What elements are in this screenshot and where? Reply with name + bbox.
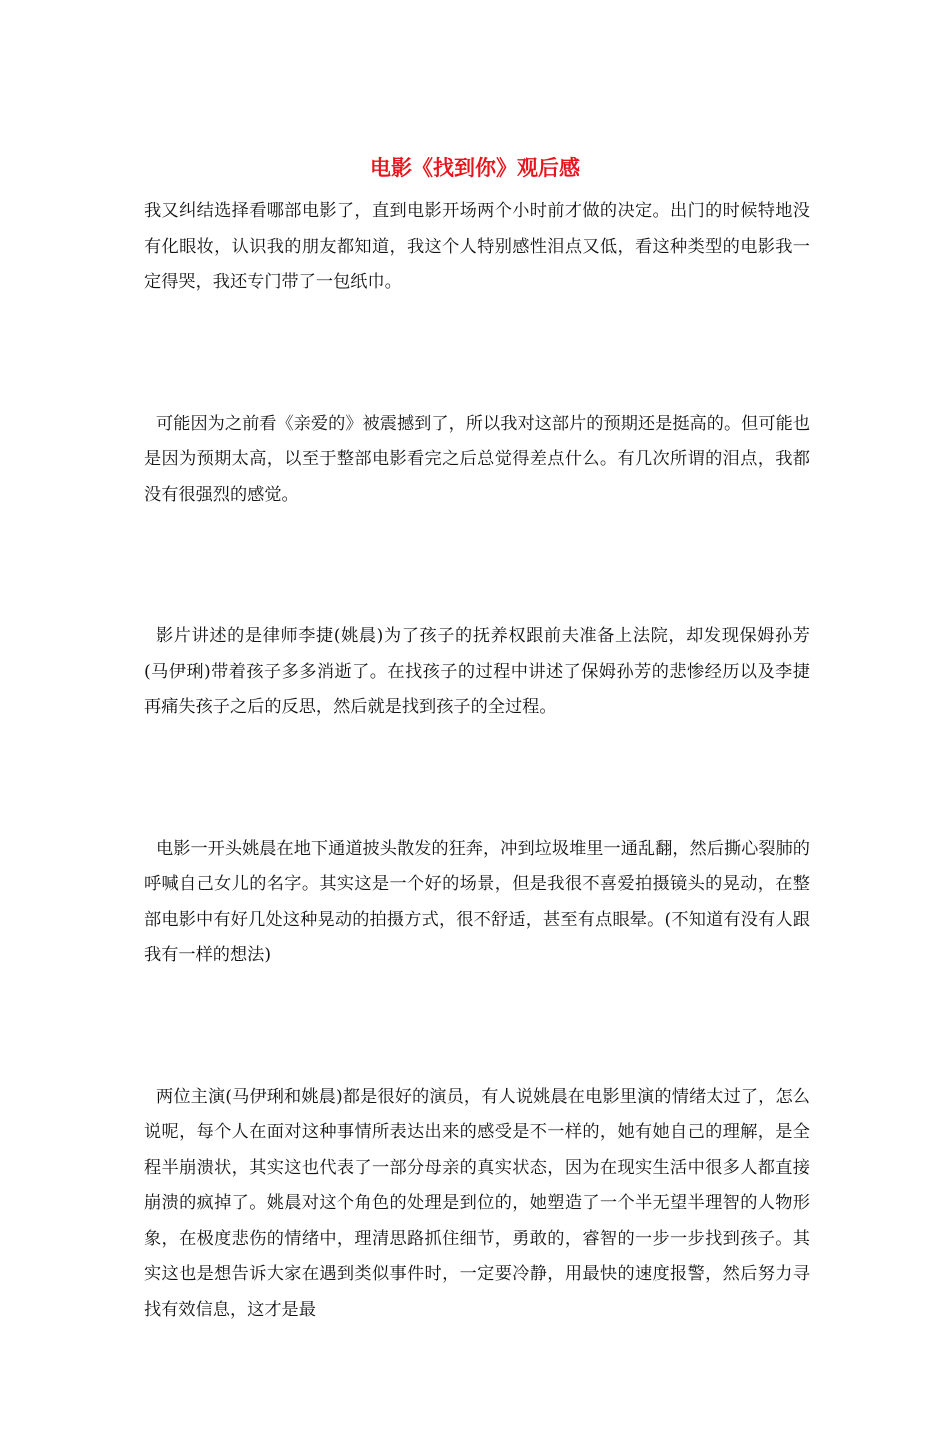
paragraph-5: 两位主演(马伊琍和姚晨)都是很好的演员，有人说姚晨在电影里演的情绪太过了，怎么说呢，每个人在面对这种事情所表达出来的感受是不一样的，她有她自己的理解，是全程半崩溃状，其实这也代表了一部分母亲的真实状态，因为在现实生活中很多人都直接崩溃的疯掉了。姚晨对这个角色的处理是到位的，她塑造了一个半无望半理智的人物形象，在极度悲伤的情绪中，理清思路抓住细节，勇敢的，睿智的一步一步找到孩子。其实这也是想告诉大家在遇到类似事件时，一定要冷静，用最快的速度报警，然后努力寻找有效信息，这才是最 (144, 1086, 810, 1320)
document-body (144, 194, 810, 1434)
paragraph-2: 可能因为之前看《亲爱的》被震撼到了，所以我对这部片的预期还是挺高的。但可能也是因为预期太高，以至于整部电影看完之后总觉得差点什么。有几次所谓的泪点，我都没有很强烈的感觉。 (144, 413, 810, 505)
paragraph-3: 影片讲述的是律师李捷(姚晨)为了孩子的抚养权跟前夫准备上法院，却发现保姆孙芳(马伊琍)带着孩子多多消逝了。在找孩子的过程中讲述了保姆孙芳的悲惨经历以及李捷再痛失孩子之后的反思，然后就是找到孩子的全过程。 (144, 626, 810, 717)
paragraph-1: 我又纠结选择看哪部电影了，直到电影开场两个小时前才做的决定。出门的时候特地没有化眼妆，认识我的朋友都知道，我这个人特别感性泪点又低，看这种类型的电影我一定得哭，我还专门带了一包纸巾。 (144, 201, 810, 292)
document-title: 电影《找到你》观后感 (370, 155, 580, 180)
paragraph-4: 电影一开头姚晨在地下通道披头散发的狂奔，冲到垃圾堆里一通乱翻，然后撕心裂肺的呼喊自己女儿的名字。其实这是一个好的场景，但是我很不喜爱拍摄镜头的晃动，在整部电影中有好几处这种晃动的拍摄方式，很不舒适，甚至有点眼晕。(不知道有没有人跟我有一样的想法) (144, 838, 810, 965)
